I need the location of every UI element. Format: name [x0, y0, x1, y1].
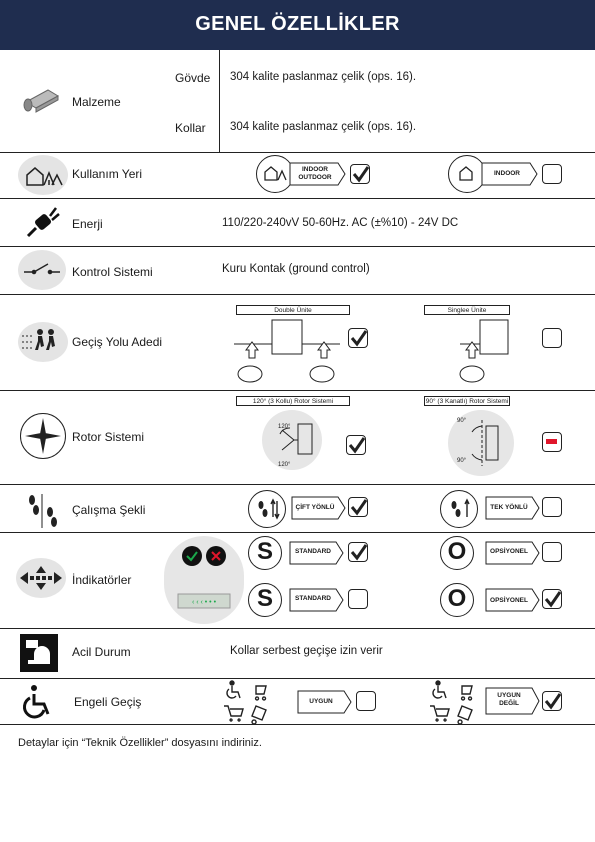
column-divider [219, 50, 220, 152]
rotor-120-diagram [262, 410, 322, 470]
optional-badge-icon: O [440, 583, 474, 617]
row-divider [0, 484, 595, 485]
option-opsiyonel-1: OPSİYONEL [490, 548, 528, 555]
option-indoor-outdoor [292, 164, 338, 184]
standard-badge-icon: S [248, 536, 282, 570]
rotor-90-angle-b: 90° [457, 458, 467, 464]
footer-note: Detaylar için “Teknik Özellikler” dosyasını indiriniz. [18, 737, 262, 749]
header-bar [0, 0, 595, 50]
caption-rotor-120: 120° (3 Kollu) Rotor Sistemi [236, 396, 350, 406]
option-line: DEĞİL [499, 700, 519, 707]
option-uygun-degil [486, 690, 532, 712]
row-label-acil: Acil Durum [72, 645, 131, 659]
acil-value: Kollar serbest geçişe izin verir [230, 645, 383, 657]
caption-double-unite: Double Ünite [236, 305, 350, 315]
option-line: INDOOR [302, 166, 328, 173]
row-label-kullanim: Kullanım Yeri [72, 167, 143, 181]
row-label-engeli: Engeli Geçiş [74, 695, 142, 709]
option-line: UYGUN [497, 692, 521, 699]
row-label-kontrol: Kontrol Sistemi [72, 265, 153, 279]
pedestrians-icon [18, 322, 68, 362]
metal-sheet-icon [18, 80, 64, 120]
arrows-indicator-icon [16, 558, 66, 598]
checkbox-rotor-90[interactable] [542, 432, 562, 452]
option-cift-yonlu: ÇİFT YÖNLÜ [295, 504, 335, 511]
checkbox-indoor-outdoor[interactable] [350, 164, 370, 184]
checkbox-opsiyonel-1[interactable] [542, 542, 562, 562]
checkbox-cift-yonlu[interactable] [348, 497, 368, 517]
bidirectional-icon [248, 490, 286, 528]
row-label-indikator: İndikatörler [72, 573, 132, 587]
optional-badge-icon: O [440, 536, 474, 570]
indoor-outdoor-option-icon [256, 155, 294, 193]
row-divider [0, 532, 595, 533]
sub-label-govde: Gövde [175, 71, 211, 85]
caption-single-unite: Singlee Ünite [424, 305, 510, 315]
emergency-icon [20, 634, 58, 672]
row-label-malzeme: Malzeme [72, 95, 121, 109]
row-divider [0, 198, 595, 199]
option-tek-yonlu: TEK YÖNLÜ [490, 504, 528, 511]
option-standard-1: STANDARD [295, 548, 331, 555]
accessibility-icons [222, 680, 278, 722]
caption-rotor-90: 90° (3 Kanatlı) Rotor Sistemi [425, 398, 509, 405]
checkbox-tek-yonlu[interactable] [542, 497, 562, 517]
wheelchair-icon [16, 682, 66, 720]
checkbox-standard-2[interactable] [348, 589, 368, 609]
checkbox-rotor-120[interactable] [346, 435, 366, 455]
indoor-option-icon [448, 155, 486, 193]
enerji-value: 110/220-240vV 50-60Hz. AC (±%10) - 24V DC [222, 217, 459, 229]
switch-icon [18, 250, 66, 290]
svg-text:‹ ‹ ‹ • • •: ‹ ‹ ‹ • • • [191, 599, 217, 606]
checkbox-double-unite[interactable] [348, 328, 368, 348]
row-label-calisma: Çalışma Şekli [72, 503, 146, 517]
checkbox-uygun[interactable] [356, 691, 376, 711]
kontrol-value: Kuru Kontak (ground control) [222, 263, 370, 275]
footsteps-icon [20, 490, 64, 530]
power-plug-icon [22, 202, 64, 242]
checkbox-indoor[interactable] [542, 164, 562, 184]
row-label-gecis: Geçiş Yolu Adedi [72, 335, 163, 349]
one-direction-icon [440, 490, 478, 528]
checkbox-standard-1[interactable] [348, 542, 368, 562]
standard-badge-icon: S [248, 583, 282, 617]
row-divider [0, 724, 595, 725]
checkbox-single-unite[interactable] [542, 328, 562, 348]
rotor-90-angle-a: 90° [457, 418, 467, 424]
accessibility-icons [428, 680, 484, 722]
compass-rotor-icon [20, 413, 66, 459]
double-unit-diagram [232, 318, 342, 386]
unavailable-mark [546, 439, 557, 444]
row-divider [0, 390, 595, 391]
option-standard-2: STANDARD [295, 595, 331, 602]
row-divider [0, 152, 595, 153]
row-label-rotor: Rotor Sistemi [72, 430, 145, 444]
govde-value: 304 kalite paslanmaz çelik (ops. 16). [230, 71, 417, 83]
row-divider [0, 678, 595, 679]
option-indoor: INDOOR [494, 170, 520, 177]
rotor-120-angle-b: 120° [278, 462, 291, 468]
option-uygun: UYGUN [309, 698, 333, 705]
single-unit-diagram [440, 318, 520, 386]
indoor-outdoor-icon [18, 155, 68, 195]
checkbox-uygun-degil[interactable] [542, 691, 562, 711]
indicator-preview [164, 536, 244, 624]
kollar-value: 304 kalite paslanmaz çelik (ops. 16). [230, 121, 417, 133]
sub-label-kollar: Kollar [175, 121, 206, 135]
checkbox-opsiyonel-2[interactable] [542, 589, 562, 609]
row-divider [0, 246, 595, 247]
row-label-enerji: Enerji [72, 217, 103, 231]
page-title: GENEL ÖZELLİKLER [195, 13, 400, 35]
option-opsiyonel-2: OPSİYONEL [490, 597, 528, 604]
rotor-120-angle-a: 120° [278, 424, 291, 430]
row-divider [0, 628, 595, 629]
row-divider [0, 294, 595, 295]
option-line: OUTDOOR [298, 174, 332, 181]
